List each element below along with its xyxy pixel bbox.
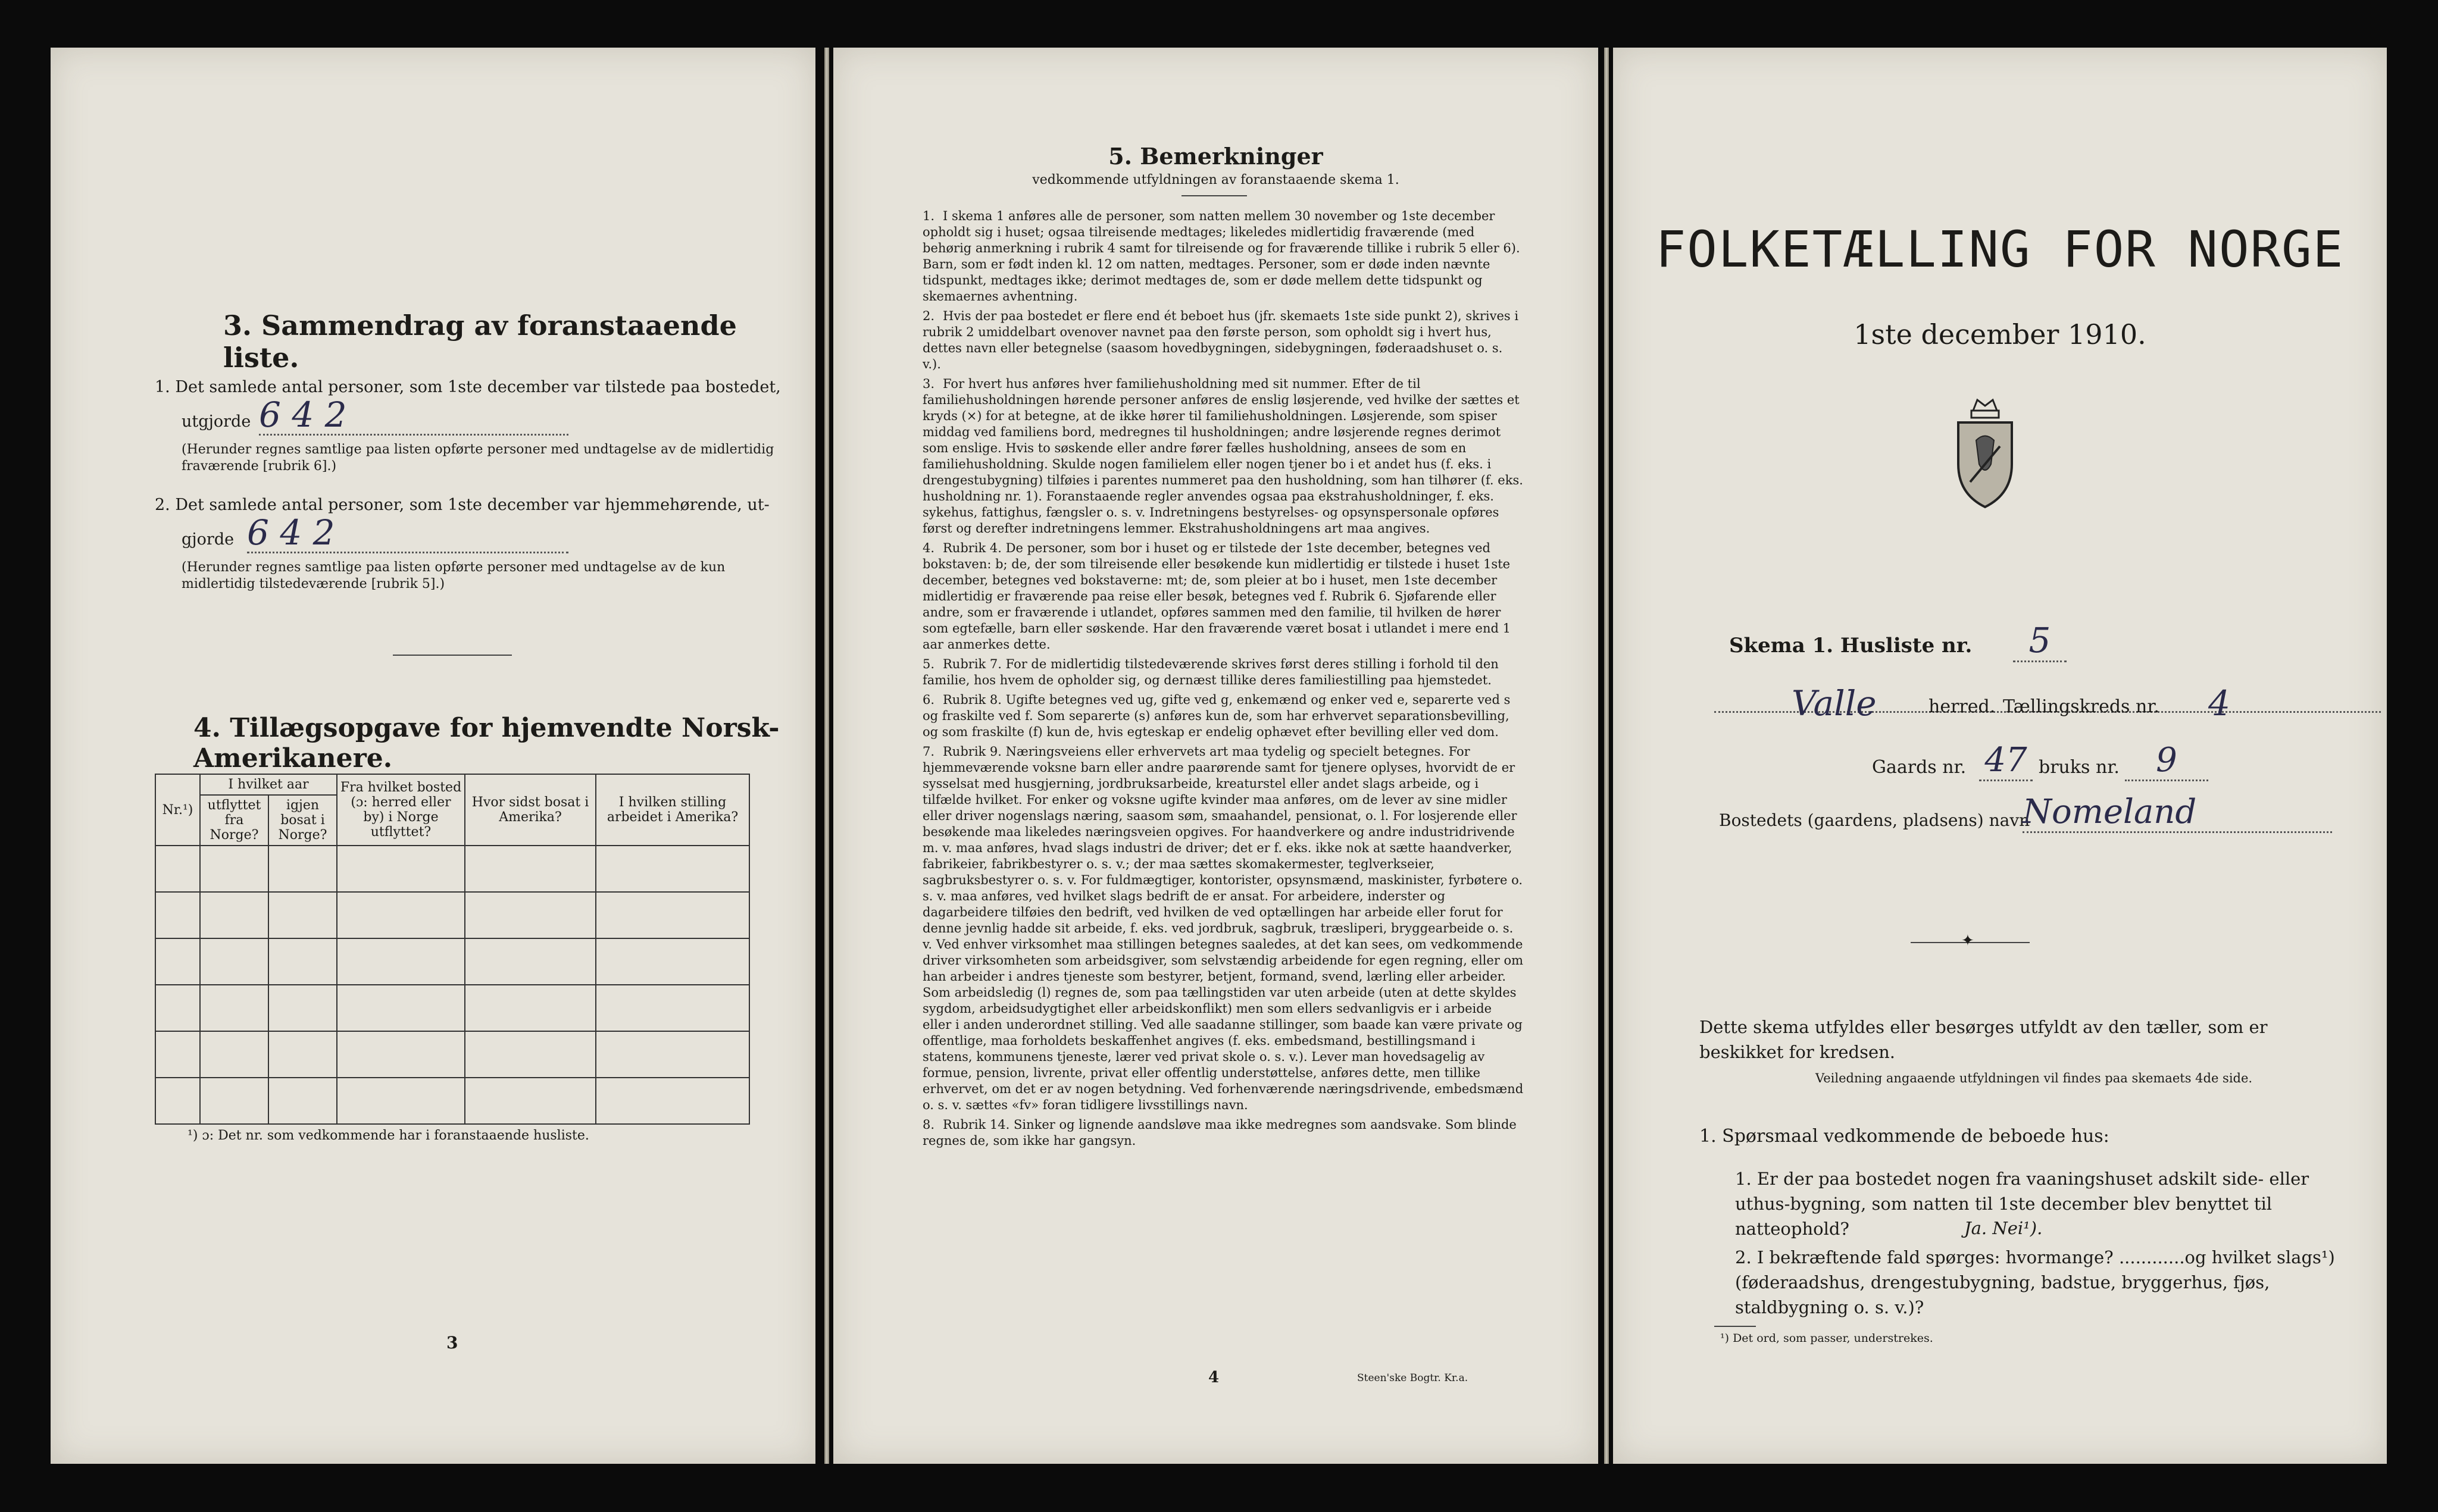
remarks-title: 5. Bemerkninger	[1108, 143, 1323, 170]
divider	[1714, 1326, 1756, 1327]
form-date: 1ste december 1910.	[1853, 318, 2146, 350]
page-fold	[1604, 48, 1609, 1464]
table-row	[155, 985, 749, 1031]
bruks-value: 9	[2125, 741, 2208, 781]
remark-item: 3. For hvert hus anføres hver familiehusholdning med sit nummer. Efter de til familiehusholdningen hørende personer anføres de enslig løsjerende, ved hvilke der sættes et kryds (×) for at betegne, at de ikke hører til familiehusholdningen. Løsjerende, som spiser middag ved familiens bord, medregnes til husholdningen; andre løsjerende regnes derimot som enslige. Hvis to søskende eller andre fører fælles husholdning, ansees de som en familiehusholdning. Skulde nogen familielem eller nogen tjener bo i et andet hus (f. eks. i drengestubygning) tilføies i parentes nummeret paa den husholdning, som han tilhører (f. eks. husholdning nr. 1). Foranstaaende regler anvendes ogsaa paa ekstrahusholdninger, f. eks. sykehus, fattighus, fængsler o. s. v. Indretningens bestyrelses- og opsynspersonale opføres først og derefter indretningens lemmer. Ekstrahusholdningens art maa angives.	[923, 377, 1523, 536]
summary-item-2-label: gjorde	[182, 530, 235, 549]
question-1-answer: Ja. Nei¹).	[1964, 1218, 2043, 1238]
table-row	[155, 892, 749, 938]
section-4-title: 4. Tillægsopgave for hjemvendte Norsk-Amerikanere.	[193, 713, 780, 774]
remark-item: 1. I skema 1 anføres alle de personer, som natten mellem 30 november og 1ste december opholdt sig i huset; ogsaa tilreisende medtages; likeledes midlertidig fraværende (med behørig anmerkning i rubrik 4 samt for tilreisende og for fraværende tillike i rubrik 5 eller 6). Barn, som er født inden kl. 12 om natten, medtages. Personer, som er døde inden nævnte tidspunkt, medtages ikke; derimot medtages de, som er døde mellem dette tidspunkt og skemaernes avhentning.	[923, 209, 1520, 303]
table-row	[155, 846, 749, 892]
schema-value: 5	[2013, 620, 2067, 662]
schema-label: Skema 1. Husliste nr.	[1729, 634, 1973, 658]
summary-item-1-label: utgjorde	[182, 412, 251, 431]
instruction-small: Veiledning angaaende utfyldningen vil findes paa skemaets 4de side.	[1815, 1071, 2253, 1085]
ornament-icon: ✦	[1961, 932, 1974, 950]
remark-item: 7. Rubrik 9. Næringsveiens eller erhvervets art maa tydelig og specielt betegnes. For hjemmeværende voksne barn eller andre paarørende samt for tjenere oplyses, hvorvidt de er sysselsat med husgjerning, jordbruksarbeide, kreaturstel eller andet slags arbeide, og i tilfælde hvilket. For enker og voksne ugifte kvinder maa anføres, om de lever av sine midler eller driver nogenslags næring, saasom søm, smaahandel, pensionat, o. l. For losjerende eller besøkende maa likeledes næringsveien opgives. For haandverkere og andre industridrivende m. v. maa anføres, hvad slags industri de driver; det er f. eks. ikke nok at sætte haandverker, fabrikeier, fabrikbestyrer o. s. v.; der maa sættes skomakermester, teglverkseier, sagbruksbestyrer o. s. v. For fuldmægtiger, kontorister, opsynsmænd, maskinister, fyrbøtere o. s. v. maa anføres, ved hvilket slags bedrift de er ansat. For arbeidere, inderster og dagarbeidere tilføies den bedrift, ved hvilken de ved optællingen har arbeide eller forut for denne jevnlig hadde sit arbeide, f. eks. ved jordbruk, sagbruk, træsliperi, bryggearbeide o. s. v. Ved enhver virksomhet maa stillingen betegnes saaledes, at det kan sees, om vedkommende driver virksomheten som arbeidsgiver, som selvstændig arbeidende for egen regning, eller om han arbeider i andres tjeneste som bestyrer, betjent, formand, svend, lærling eller arbeider. Som arbeidsledig (l) regnes de, som paa tællingstiden var uten arbeide (uten at dette skyldes sygdom, arbeidsudygtighet eller arbeidskonflikt) men som ellers sedvanligvis er i arbeide eller i anden underordnet stilling. Ved alle saadanne stillinger, som baade kan være private og offentlige, maa forholdets beskaffenhet angives (f. eks. embedsmand, bestillingsmand i statens, kommunens tjeneste, lærer ved privat skole o. s. v.). Lever man hovedsagelig av formue, pension, livrente, privat eller offentlig understøttelse, anføres dette, men tillike erhvervet, om det er av nogen betydning. Ved forhenværende næringsdrivende, embedsmænd o. s. v. sættes «fv» foran tidligere livsstillings navn.	[923, 744, 1524, 1112]
bosted-label: Bostedets (gaardens, pladsens) navn	[1719, 810, 2030, 830]
summary-item-2: 2. Det samlede antal personer, som 1ste december var hjemmehørende, ut-	[155, 496, 770, 514]
summary-item-2-note: (Herunder regnes samtlige paa listen opførte personer med undtagelse av de kun midlertidig tilstedeværende [rubrik 5].)	[182, 560, 726, 591]
gaards-label: Gaards nr.	[1872, 757, 1967, 778]
bruks-label: bruks nr.	[2039, 757, 2120, 778]
header-from-where: Fra hvilket bosted (ɔ: herred eller by) i Norge utflyttet?	[337, 774, 465, 846]
remark-item: 5. Rubrik 7. For de midlertidig tilstedeværende skrives først deres stilling i forhold til den familie, hos hvem de opholder sig, og dernæst tillike deres familiestilling paa hjemstedet.	[923, 657, 1499, 687]
question-header: 1. Spørsmaal vedkommende de beboede hus:	[1699, 1126, 2109, 1147]
norsk-amerikanere-table	[155, 774, 750, 1125]
kreds-value: 4	[2208, 683, 2230, 724]
footnote: ¹) Det ord, som passer, understrekes.	[1720, 1332, 1933, 1345]
divider	[1182, 195, 1247, 196]
instruction-text: Dette skema utfyldes eller besørges utfyldt av den tæller, som er beskikket for kredsen.	[1699, 1017, 2268, 1062]
section-3-title: 3. Sammendrag av foranstaaende liste.	[223, 309, 737, 374]
header-year-group: I hvilket aar	[200, 774, 337, 795]
page-middle	[833, 48, 1598, 1464]
question-2: 2. I bekræftende fald spørges: hvormange? ............og hvilket slags¹) (føderaadshus, drengestubygning, badstue, bryggerhus, fjøs, staldbygning o. s. v.)?	[1735, 1247, 2335, 1317]
page-number: 3	[446, 1333, 458, 1353]
header-returned: igjen bosat i Norge?	[268, 795, 337, 846]
remark-item: 4. Rubrik 4. De personer, som bor i huset og er tilstede der 1ste december, betegnes ved bokstaven: b; de, der som tilreisende eller besøkende kun midlertidig er tilstede i huset 1ste december, betegnes ved bokstaverne: mt; de, som pleier at bo i huset, men 1ste december midlertidig er fraværende paa reise eller besøk, betegnes ved f. Rubrik 6. Sjøfarende eller andre, som er fraværende i utlandet, opføres sammen med den familie, til hvilken de hører som egtefælle, barn eller søskende. Har den fraværende været bosat i utlandet i mere end 1 aar anmerkes dette.	[923, 541, 1511, 652]
remark-item: 2. Hvis der paa bostedet er flere end ét beboet hus (jfr. skemaets 1ste side punkt 2), skrives i rubrik 2 umiddelbart ovenover navnet paa den første person, som opholdt sig i hvert hus, dettes navn eller betegnelse (saasom hovedbygningen, sidebygningen, føderaadshuset o. s. v.).	[923, 309, 1519, 371]
gaards-value: 47	[1979, 741, 2033, 781]
kreds-label: Tællingskreds nr.	[2003, 696, 2159, 717]
divider	[393, 655, 512, 656]
herred-value: Valle	[1792, 683, 1877, 724]
remark-item: 6. Rubrik 8. Ugifte betegnes ved ug, gifte ved g, enkemænd og enker ved e, separerte ved s og fraskilte ved f. Som separerte (s) anføres kun de, som har erhvervet separationsbevilling, og som fraskilte (f) kun de, hvis egteskap er endelig ophævet efter bevilling eller ved dom.	[923, 693, 1511, 739]
summary-item-1-value: 6 4 2	[259, 396, 568, 436]
summary-item-2-value: 6 4 2	[247, 514, 568, 553]
summary-item-1-note: (Herunder regnes samtlige paa listen opførte personer med undtagelse av de midlertidig fraværende [rubrik 6].)	[182, 442, 774, 474]
table-row	[155, 938, 749, 985]
coat-of-arms-icon	[1946, 393, 2024, 512]
herred-label: herred.	[1928, 696, 1996, 717]
table-row	[155, 1078, 749, 1124]
remarks-list	[923, 208, 1524, 1357]
table-footnote: ¹) ɔ: Det nr. som vedkommende har i foranstaaende husliste.	[187, 1128, 589, 1143]
question-1: 1. Er der paa bostedet nogen fra vaaningshuset adskilt side- eller uthus-bygning, som natten til 1ste december blev benyttet til natteophold?	[1735, 1169, 2309, 1239]
page-right	[1613, 48, 2387, 1464]
summary-item-1: 1. Det samlede antal personer, som 1ste december var tilstede paa bostedet,	[155, 378, 781, 396]
bosted-value: Nomeland	[2023, 793, 2332, 833]
header-nr: Nr.¹)	[155, 774, 200, 846]
printer-mark: Steen'ske Bogtr. Kr.a.	[1357, 1372, 1468, 1384]
header-work: I hvilken stilling arbeidet i Amerika?	[596, 774, 749, 846]
page-number: 4	[1208, 1369, 1220, 1386]
remark-item: 8. Rubrik 14. Sinker og lignende aandsløve maa ikke medregnes som aandsvake. Som blinde regnes de, som ikke har gangsyn.	[923, 1117, 1517, 1148]
table-row	[155, 1031, 749, 1078]
header-last-lived: Hvor sidst bosat i Amerika?	[465, 774, 596, 846]
page-left	[51, 48, 815, 1464]
page-fold	[824, 48, 829, 1464]
form-title: FOLKETÆLLING FOR NORGE	[1655, 220, 2345, 278]
header-emigrated: utflyttet fra Norge?	[200, 795, 268, 846]
remarks-subtitle: vedkommende utfyldningen av foranstaaende skema 1.	[1032, 173, 1399, 187]
